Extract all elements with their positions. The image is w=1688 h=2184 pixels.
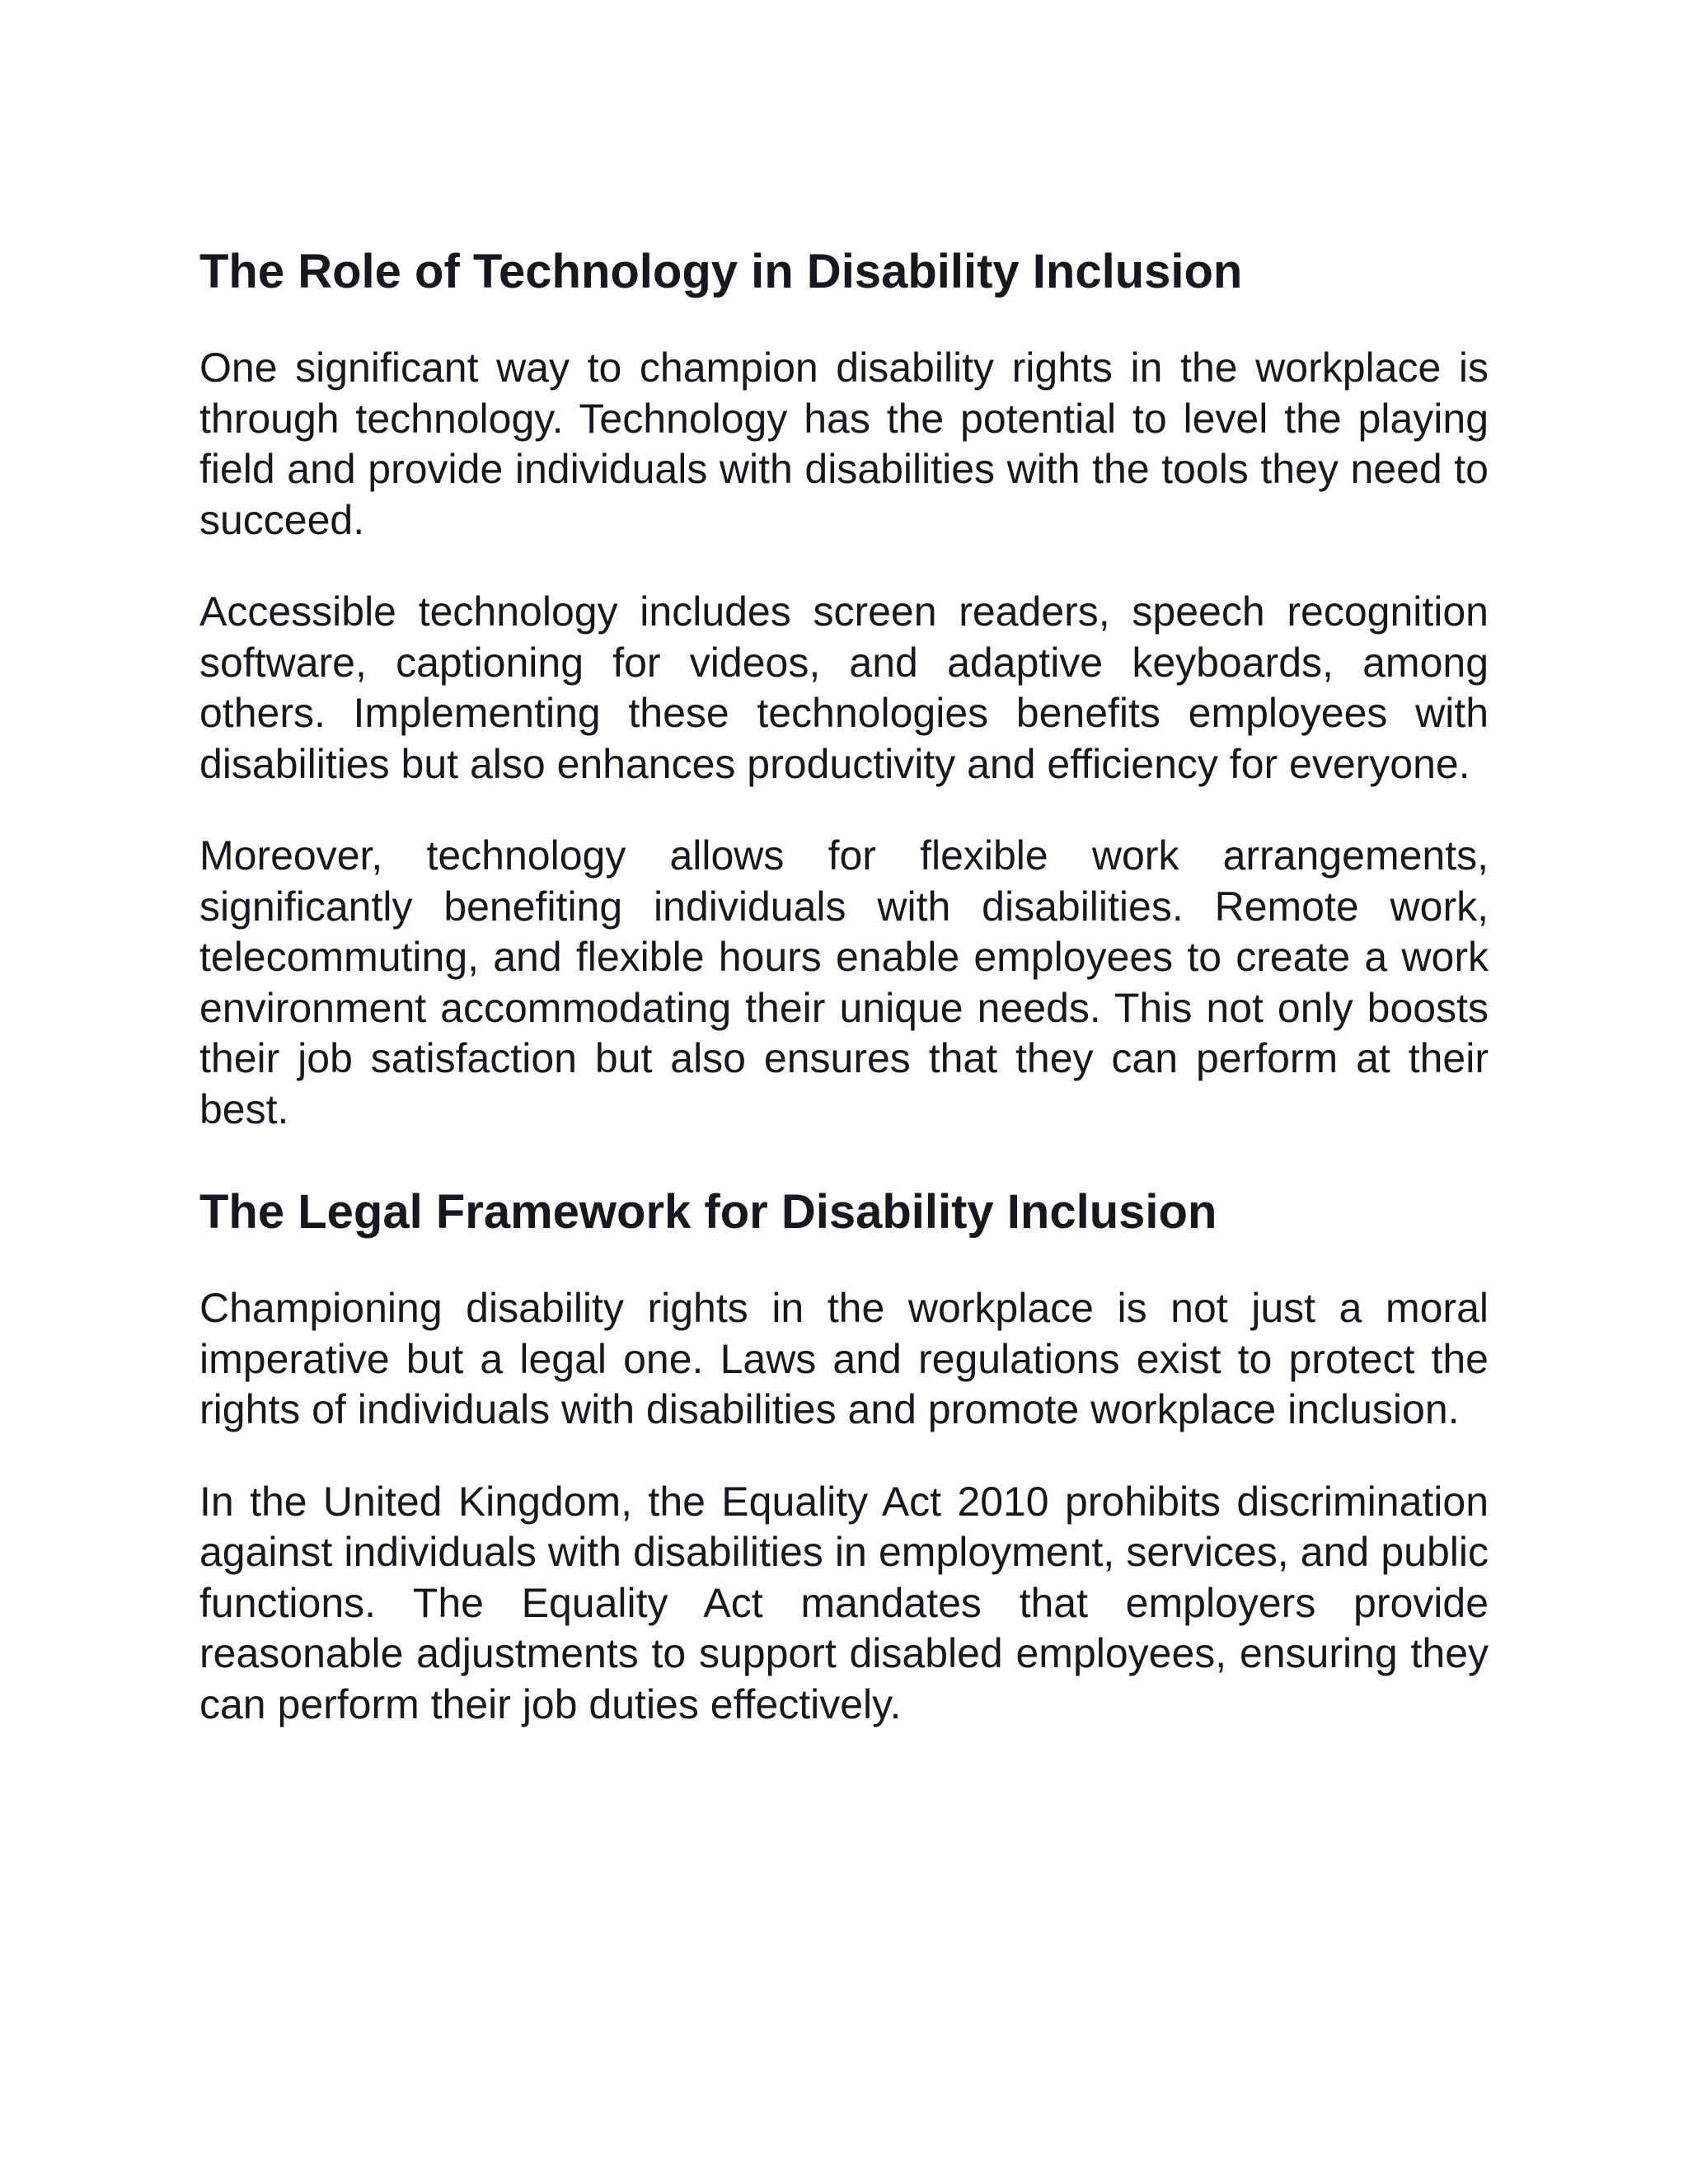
body-paragraph: Moreover, technology allows for flexible work arrangements, significantly benefiting individuals with disabilities. Remote work, telecommuting, and flexible hours enable employees to create a work environment accommodating their unique needs. This not only boosts their job satisfaction but also ensures that they can perform at their best. [199, 832, 1489, 1132]
section-heading: The Legal Framework for Disability Inclusion [199, 1185, 1217, 1239]
body-paragraph: Accessible technology includes screen readers, speech recognition software, captioning for videos, and adaptive keyboards, among others. Implementing these technologies benefits employees with disabilities but also enhances productivity and efficiency for everyone. [199, 588, 1489, 787]
body-paragraph: In the United Kingdom, the Equality Act 2010 prohibits discrimination against individuals with disabilities in employment, services, and public functions. The Equality Act mandates that employers provide reasonable adjustments to support disabled employees, ensuring they can perform their job duties effectively. [199, 1478, 1489, 1727]
section-legal-framework [199, 1179, 1489, 1730]
document-body [199, 239, 1489, 1730]
section-heading: The Role of Technology in Disability Inclusion [199, 245, 1243, 298]
body-paragraph: One significant way to champion disability rights in the workplace is through technology. Technology has the potential to level the playing field and provide individuals with disabilities with the tools they need to succeed. [199, 344, 1489, 543]
body-paragraph: Championing disability rights in the workplace is not just a moral imperative but a legal one. Laws and regulations exist to protect the rights of individuals with disabilities and promote workplace inclusion. [199, 1285, 1489, 1432]
section-technology [199, 239, 1489, 1135]
